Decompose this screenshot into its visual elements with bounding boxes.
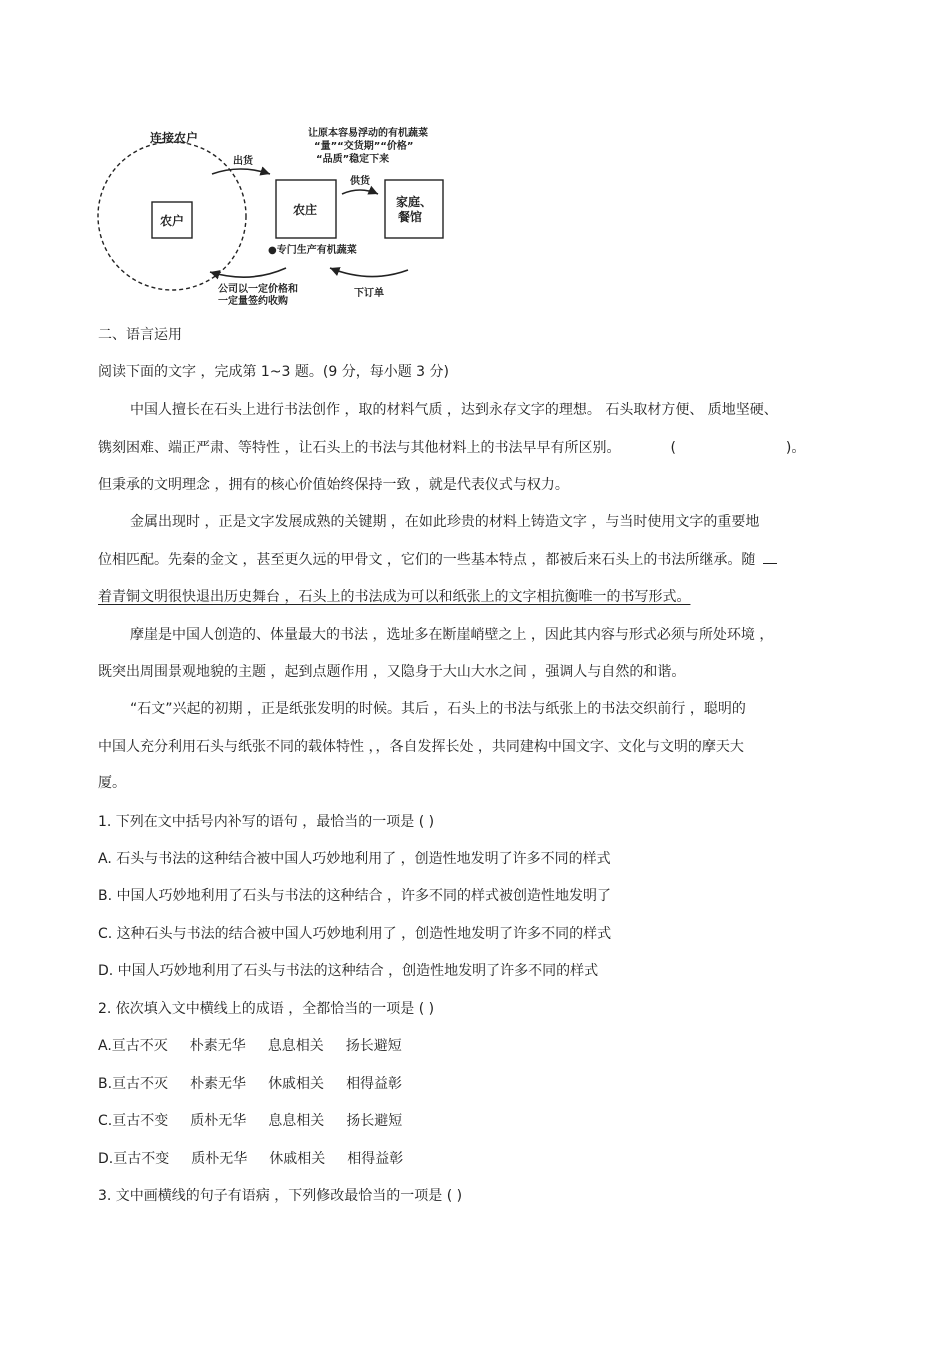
q1-option-d: D. 中国人巧妙地利用了石头与书法的这种结合 ，创造性地发明了许多不同的样式 [98,963,599,979]
order-arrow [330,268,408,277]
q1-option-a: A. 石头与书法的这种结合被中国人巧妙地利用了 ，创造性地发明了许多不同的样式 [98,851,611,867]
passage-p4-line3: 厦。 [98,775,126,791]
q3-stem: 3. 文中画横线的句子有语病 ，下列修改最恰当的一项是 ( ) [98,1188,463,1204]
idiom: 息息相关 [267,1038,324,1054]
q2-option-b [98,1075,424,1093]
benefit-line2: “量”“交货期”“价格” [314,141,414,152]
idiom: 质朴无华 [190,1113,247,1129]
home-label-line1: 家庭、 [396,195,433,209]
section-title: 二、语言运用 [98,327,182,343]
passage-p2-line1: 金属出现时 ，正是文字发展成熟的关键期 ，在如此珍贵的材料上铸造文字 ，与当时使用文字的重要地 [130,514,760,530]
passage-p1-line2 [98,439,805,457]
farm-note: ●专门生产有机蔬菜 [268,245,357,256]
q2-stem: 2. 依次填入文中横线上的成语 ，全都恰当的一项是 ( ) [98,1001,435,1017]
option-key: B. [98,1076,113,1092]
passage-p1-line2-text: 镌刻困难、端正严肃、等特性 ，让石头上的书法与其他材料上的书法早早有所区别。 [98,440,621,456]
blank-paren-close: )。 [785,440,806,456]
idiom: 朴素无华 [189,1038,246,1054]
contract-line1: 公司以一定价格和 [218,284,298,295]
passage-p1-line3: 但秉承的文明理念 ，拥有的核心价值始终保持一致 ，就是代表仪式与权力。 [98,477,569,493]
idiom: 休戚相关 [269,1151,326,1167]
passage-p4-line1: “石文”兴起的初期 ，正是纸张发明的时候。其后 ，石头上的书法与纸张上的书法交织前行 ，聪明的 [130,701,746,717]
farm-supply-diagram [90,118,470,313]
passage-p2-line2 [98,551,777,569]
idiom: 亘古不灭 [111,1038,168,1054]
ship-label: 出货 [233,156,253,167]
ship-arrow [212,169,270,174]
option-key: A. [98,1038,112,1054]
idiom: 亘古不变 [113,1151,170,1167]
order-label: 下订单 [354,288,384,299]
underline-start-mark [763,551,777,564]
passage-p4-line2: 中国人充分利用石头与纸张不同的载体特性 ，，各自发挥长处 ，共同建构中国文字、文化与文明的摩天大 [98,739,744,755]
idiom: 扬长避短 [345,1038,402,1054]
farmer-label: 农户 [160,214,185,228]
farm-label: 农庄 [293,203,318,217]
benefit-line1: 让原本容易浮动的有机蔬菜 [308,128,428,139]
home-box [385,180,443,238]
passage-p1-line1: 中国人擅长在石头上进行书法创作 ，取的材料气质 ，达到永存文字的理想。 石头取材方便、 质地坚硬、 [130,402,778,418]
idiom: 朴素无华 [190,1076,247,1092]
contract-arrow [210,268,286,277]
idiom: 相得益彰 [346,1076,403,1092]
q2-option-d [98,1150,425,1168]
idiom: 扬长避短 [346,1113,403,1129]
passage-p2-line2-text: 位相匹配。先秦的金文 ，甚至更久远的甲骨文 ，它们的一些基本特点 ，都被后来石头上的书法所继承。随 [98,552,756,568]
home-label-line2: 餐馆 [398,210,423,224]
option-key: D. [98,1151,114,1167]
q2-option-c [98,1112,424,1130]
idiom: 亘古不变 [112,1113,169,1129]
idiom: 息息相关 [268,1113,325,1129]
idiom: 相得益彰 [347,1151,404,1167]
passage-p3-line1: 摩崖是中国人创造的、体量最大的书法 ，选址多在断崖峭壁之上 ，因此其内容与形式必须与所处环境 ， [130,627,774,643]
q2-option-a [98,1037,424,1055]
circle-label: 连接农户 [150,131,199,145]
idiom: 亘古不灭 [112,1076,169,1092]
benefit-line3: “品质”稳定下来 [316,154,390,165]
q1-stem: 1. 下列在文中括号内补写的语句 ，最恰当的一项是 ( ) [98,814,435,830]
idiom: 休戚相关 [268,1076,325,1092]
passage-p3-line2: 既突出周围景观地貌的主题 ，起到点题作用 ，又隐身于大山大水之间 ，强调人与自然的和谐。 [98,664,686,680]
supply-label: 供货 [350,176,370,187]
blank-paren-open: ( [670,440,676,456]
section-instruction: 阅读下面的文字 ，完成第 1~3 题。(9 分，每小题 3 分) [98,364,449,380]
passage-p2-line3-underlined: 着青铜文明很快退出历史舞台 ，石头上的书法成为可以和纸张上的文字相抗衡唯一的书写形式。 [98,589,691,605]
idiom: 质朴无华 [191,1151,248,1167]
q1-option-b: B. 中国人巧妙地利用了石头与书法的这种结合 ，许多不同的样式被创造性地发明了 [98,888,611,904]
option-key: C. [98,1113,113,1129]
contract-line2: 一定量签约收购 [218,296,288,307]
q1-option-c: C. 这种石头与书法的结合被中国人巧妙地利用了 ，创造性地发明了许多不同的样式 [98,926,612,942]
supply-arrow [342,190,378,194]
